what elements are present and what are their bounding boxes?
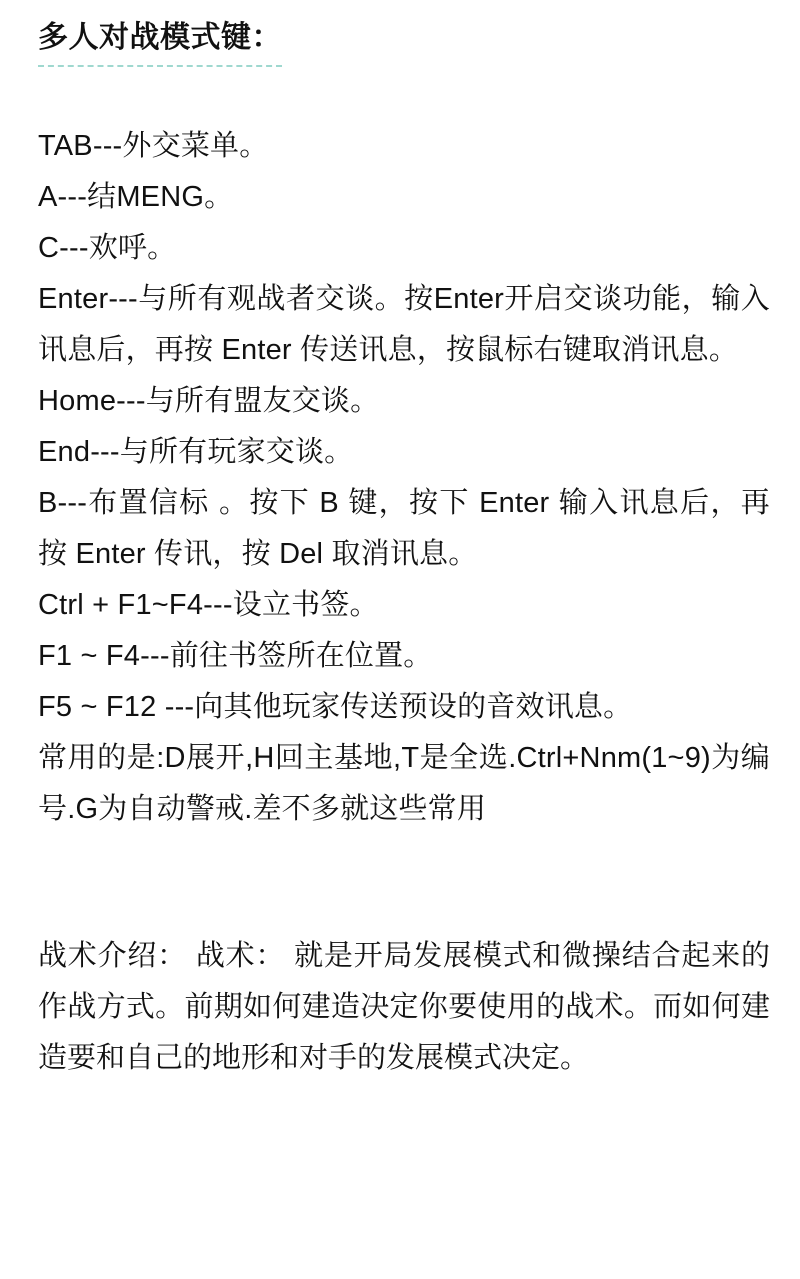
keybind-line: 常用的是:D展开,H回主基地,T是全选.Ctrl+Nnm(1~9)为编号.G为自动警戒.差不多就这些常用: [38, 741, 770, 825]
keybind-line: F1 ~ F4---前往书签所在位置。: [38, 639, 433, 672]
keybind-line: F5 ~ F12 ---向其他玩家传送预设的音效讯息。: [38, 690, 633, 723]
keybind-line: Enter---与所有观战者交谈。按Enter开启交谈功能，输入讯息后，再按 Enter 传送讯息，按鼠标右键取消讯息。: [38, 282, 770, 366]
tactics-section: [38, 931, 770, 1084]
heading-container: [38, 18, 770, 73]
keybind-line: A---结MENG。: [38, 180, 234, 213]
section-spacer: [38, 835, 770, 931]
tactics-paragraph: 战术介绍： 战术： 就是开局发展模式和微操结合起来的作战方式。前期如何建造决定你要使用的战术。而如何建造要和自己的地形和对手的发展模式决定。: [38, 939, 770, 1074]
page-title: 多人对战模式键：: [38, 18, 282, 67]
keybind-line: B---布置信标 。按下 B 键，按下 Enter 输入讯息后，再按 Enter 传讯，按 Del 取消讯息。: [38, 486, 770, 570]
keybind-line: TAB---外交菜单。: [38, 129, 269, 162]
keybind-line: Ctrl + F1~F4---设立书签。: [38, 588, 379, 621]
keybind-line: Home---与所有盟友交谈。: [38, 384, 380, 417]
keybind-list: [38, 121, 770, 835]
keybind-line: End---与所有玩家交谈。: [38, 435, 354, 468]
keybind-line: C---欢呼。: [38, 231, 177, 264]
